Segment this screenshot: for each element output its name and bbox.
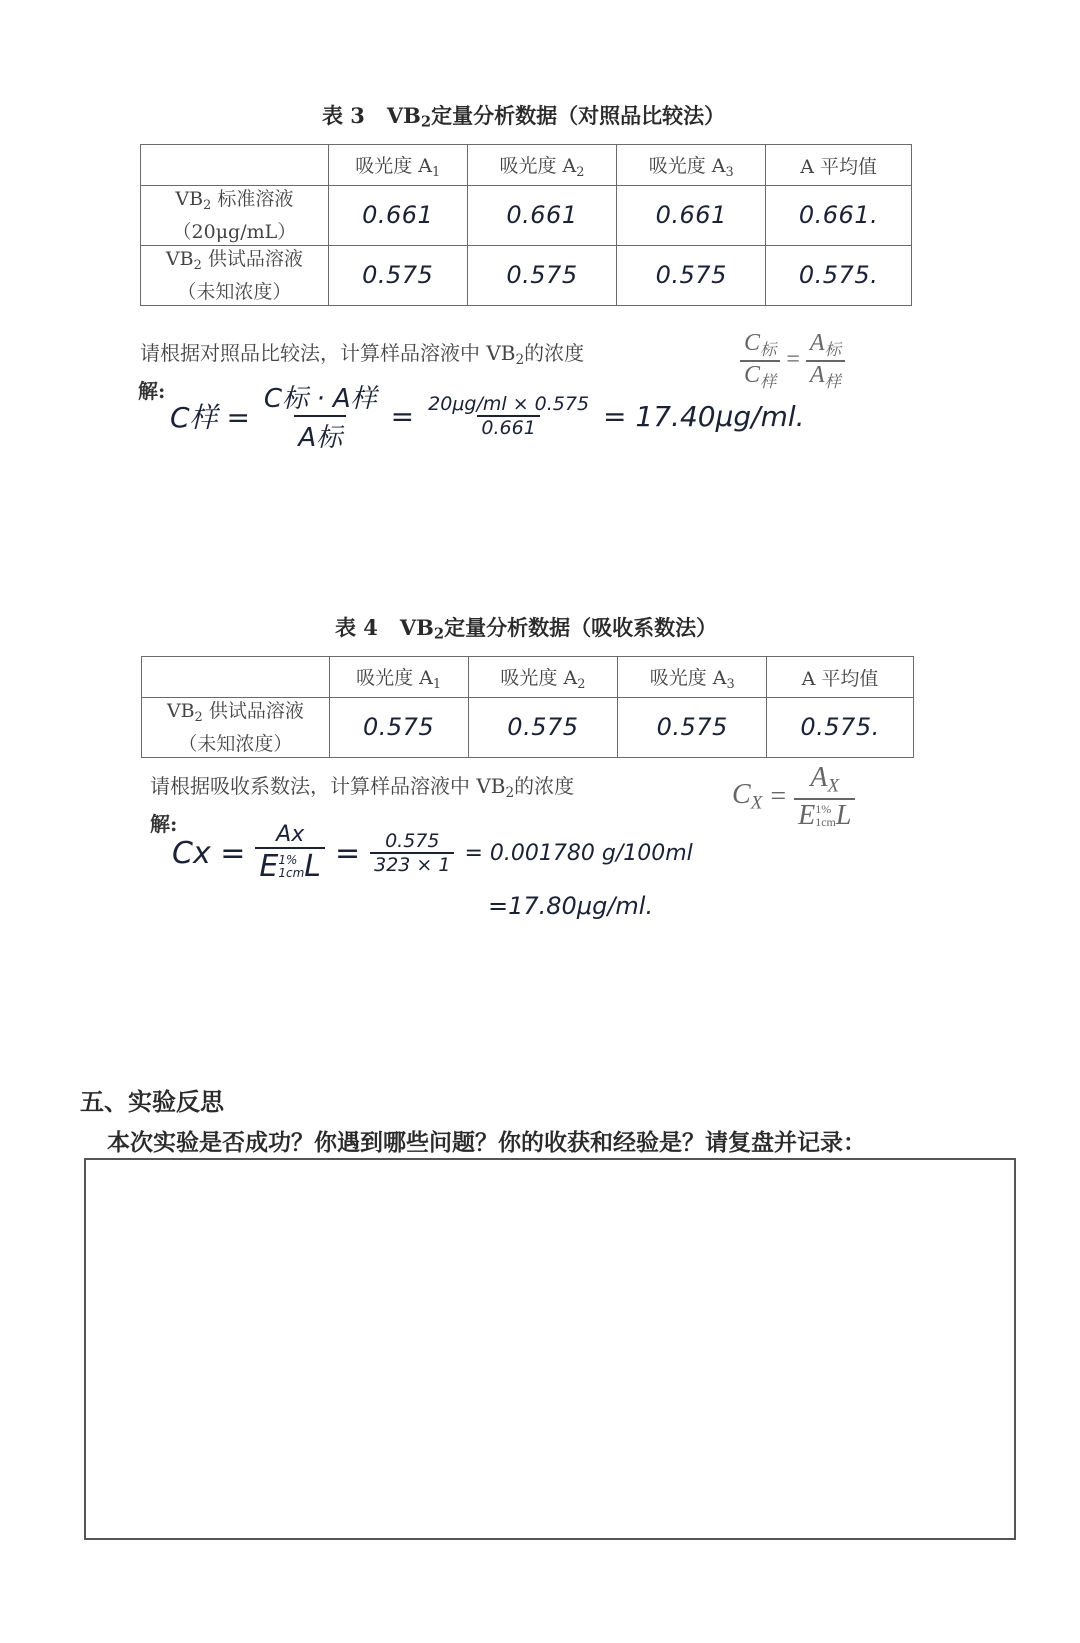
solution-denominator: A标 [294,415,346,454]
handwritten-solution-comparison [170,378,805,454]
solution-numerator: Ax [276,822,305,847]
section-title-reflection: 五、实验反思 [80,1087,224,1116]
header-a2: 吸光度 $A_2$ [467,145,617,186]
solution-numerator: C标 · A样 [263,384,377,414]
header-a1: 吸光度 $A_1$ [329,657,468,698]
table-header-row [142,657,914,698]
cell-value: 0.575 [467,245,617,305]
table-header-row [141,145,912,186]
solution-lhs: Cx = [172,835,246,871]
reference-formula-comparison: $\frac{C_标}{C_样}$ = $\frac{A_标}{A_样}$ [740,330,845,392]
table3-title: 表 3 $VB_2$定量分析数据（对照品比较法） [322,103,726,131]
handwritten-solution-absorption [172,822,693,884]
solution-label: 解: [138,379,166,403]
cell-value: 0.661 [617,186,766,246]
cell-value: 0.661. [766,186,912,246]
header-average: A 平均值 [766,145,912,186]
cell-value: 0.575 [617,245,766,305]
table4-prompt: 请根据吸收系数法，计算样品溶液中 $VB_2$的浓度 [150,774,575,802]
header-a3: 吸光度 $A_3$ [617,145,766,186]
equals-sign: = [334,835,361,871]
cell-value: 0.575 [618,698,767,758]
solution-result-converted: =17.80μg/ml. [488,892,654,920]
table-row [142,698,914,758]
solution-result: = 17.40μg/ml. [603,399,805,433]
header-a1: 吸光度 $A_1$ [328,145,467,186]
cell-value: 0.575 [329,698,468,758]
header-a2: 吸光度 $A_2$ [468,657,618,698]
table3-prompt: 请根据对照品比较法，计算样品溶液中 $VB_2$的浓度 [140,341,585,369]
solution-label: 解: [150,812,178,836]
cell-value: 0.575 [328,245,467,305]
header-empty [141,145,329,186]
solution-numerator: 20μg/ml × 0.575 [428,393,590,415]
table-row [141,186,912,246]
solution-lhs: C样 = [170,401,250,434]
reflection-question: 本次实验是否成功？你遇到哪些问题？你的收获和经验是？请复盘并记录： [107,1129,866,1156]
header-empty [142,657,330,698]
solution-denominator: 0.661 [477,415,539,439]
solution-result: = 0.001780 g/100ml [464,840,693,866]
reference-formula-absorption: $C_X$ = $A_X$ E 1% 1cm L [732,762,855,832]
table-row [141,245,912,305]
reflection-answer-box[interactable] [84,1158,1016,1540]
header-a3: 吸光度 $A_3$ [618,657,767,698]
row-label-standard: $VB_2$ 标准溶液 （20μg/mL） [141,186,329,246]
cell-value: 0.661 [328,186,467,246]
table4 [141,656,914,758]
solution-denominator: 323 × 1 [370,852,454,876]
cell-value: 0.575. [766,245,912,305]
solution-denominator: E 1% 1cm L [255,847,325,884]
equals-sign: = [390,399,415,433]
solution-numerator: 0.575 [385,830,440,852]
row-label-sample: $VB_2$ 供试品溶液 （未知浓度） [142,698,330,758]
table4-title: 表 4 $VB_2$定量分析数据（吸收系数法） [335,615,718,643]
row-label-sample: $VB_2$ 供试品溶液 （未知浓度） [141,245,329,305]
cell-value: 0.661 [467,186,617,246]
cell-value: 0.575. [767,698,914,758]
header-average: A 平均值 [767,657,914,698]
cell-value: 0.575 [468,698,618,758]
table3 [140,144,912,306]
